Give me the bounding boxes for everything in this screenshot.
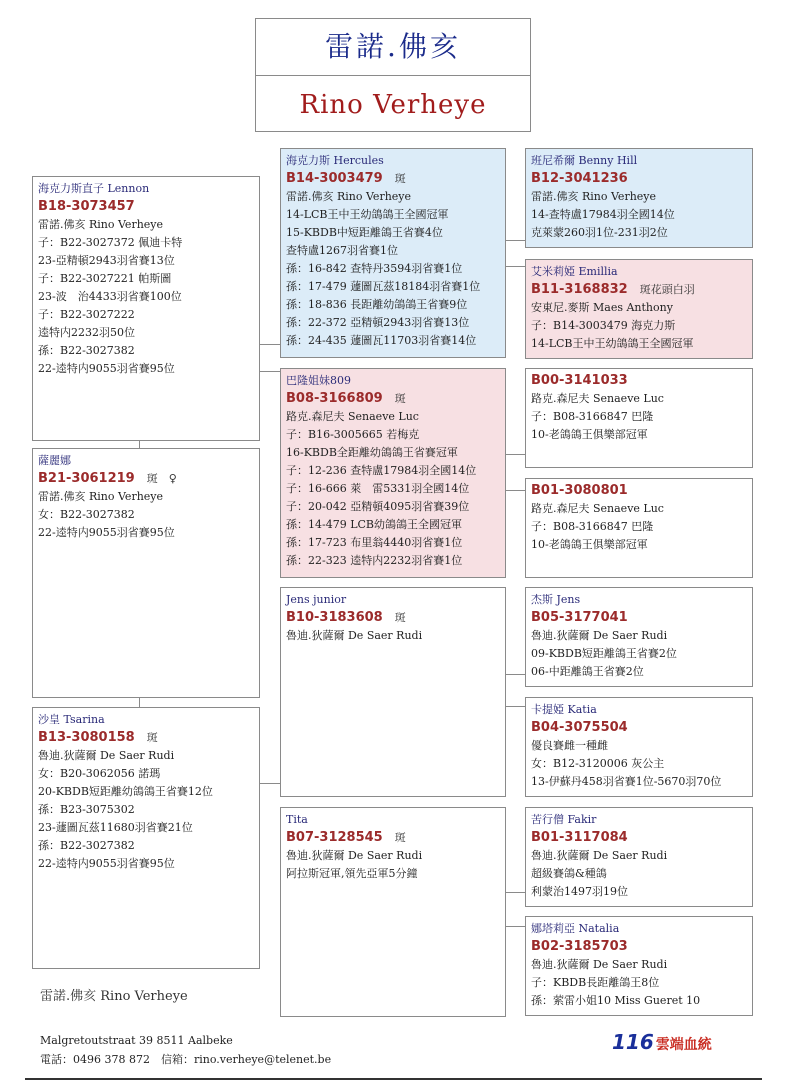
note-line: 孫：B22-3027382	[38, 344, 135, 357]
ring-number: B14-3003479 斑	[286, 171, 406, 186]
bird-notes	[286, 188, 500, 350]
note-line: 22-逵特内9055羽省賽95位	[38, 526, 175, 539]
note-line: 孫：B23-3075302	[38, 803, 135, 816]
bird-name: 杰斯 Jens	[531, 593, 581, 606]
owner-signature: 雷諾.佛亥 Rino Verheye	[40, 989, 188, 1004]
note-line: 子：16-666 萊 雷5331羽全國14位	[286, 482, 470, 495]
dam-sire-card[interactable]	[280, 587, 506, 797]
bird-notes	[531, 390, 747, 444]
note-line: 06-中距離鴿王省賽2位	[531, 665, 644, 678]
ggp-card-2[interactable]	[525, 259, 753, 359]
connector	[139, 698, 140, 707]
note-line: 14-LCB王中王幼鴿鴿王全國冠軍	[531, 337, 694, 350]
bird-name: 海克力斯 Hercules	[286, 154, 384, 167]
note-line: 孫：24-435 蘧圖瓦11703羽省賽14位	[286, 334, 477, 347]
note-line: 孫：17-723 布里翁4440羽省賽1位	[286, 536, 463, 549]
note-line: 利蒙治1497羽19位	[531, 885, 628, 898]
note-line: 孫：16-842 查特丹3594羽省賽1位	[286, 262, 463, 275]
bird-name: 艾米莉婭 Emillia	[531, 265, 618, 278]
bird-notes	[38, 747, 254, 873]
note-line: 孫：17-479 蘧圖瓦茲18184羽省賽1位	[286, 280, 481, 293]
ring-number: B05-3177041	[531, 610, 628, 625]
connector	[506, 266, 525, 267]
bottom-rule	[25, 1078, 762, 1080]
bird-notes	[531, 847, 747, 901]
ring-number: B13-3080158 斑	[38, 730, 158, 745]
ring-number: B18-3073457	[38, 199, 135, 214]
bird-notes	[531, 299, 747, 353]
ring-number: B10-3183608 斑	[286, 610, 406, 625]
bird-notes	[531, 956, 747, 1010]
note-line: 安東尼.麥斯 Maes Anthony	[531, 301, 673, 314]
ring-number: B02-3185703	[531, 939, 628, 954]
ring-number: B12-3041236	[531, 171, 628, 186]
note-line: 女：B22-3027382	[38, 508, 135, 521]
note-line: 雷諾.佛亥 Rino Verheye	[286, 190, 412, 203]
note-line: 子：20-042 亞精頓4095羽省賽39位	[286, 500, 470, 513]
note-line: 魯迪.狄薩爾 De Saer Rudi	[531, 629, 668, 642]
note-line: 子：B22-3027221 帕斯圖	[38, 272, 172, 285]
note-line: 子：B08-3166847 巴隆	[531, 520, 654, 533]
ring-number: B07-3128545 斑	[286, 830, 406, 845]
note-line: 孫：萦雷小姐10 Miss Gueret 10	[531, 994, 701, 1007]
note-line: 20-KBDB短距離幼鴿鴿王省賽12位	[38, 785, 213, 798]
bird-notes	[531, 188, 747, 242]
bird-name: 沙皇 Tsarina	[38, 713, 105, 726]
note-line: 逵特内2232羽50位	[38, 326, 135, 339]
note-line: 孫：B22-3027382	[38, 839, 135, 852]
note-line: 子：B22-3027222	[38, 308, 135, 321]
bird-notes	[38, 216, 254, 378]
note-line: 23-亞精頓2943羽省賽13位	[38, 254, 175, 267]
note-line: 10-老鴿鴿王俱樂部冠軍	[531, 538, 648, 551]
note-line: 魯迪.狄薩爾 De Saer Rudi	[286, 629, 423, 642]
note-line: 魯迪.狄薩爾 De Saer Rudi	[531, 849, 668, 862]
note-line: 路克.森尼夫 Senaeve Luc	[531, 502, 664, 515]
ggp-card-8[interactable]	[525, 916, 753, 1016]
note-line: 孫：18-836 長距離幼鴿鴿王省賽9位	[286, 298, 468, 311]
bird-name: 海克力斯直子 Lennon	[38, 182, 150, 195]
connector	[506, 490, 525, 491]
brand-logo	[612, 1030, 712, 1054]
connector	[506, 926, 525, 927]
connector	[506, 454, 525, 455]
connector	[139, 441, 140, 448]
connector	[506, 240, 525, 241]
note-line: 10-老鴿鴿王俱樂部冠軍	[531, 428, 648, 441]
bird-name: 薩麗娜	[38, 454, 71, 467]
connector	[260, 371, 280, 372]
note-line: 雷諾.佛亥 Rino Verheye	[531, 190, 657, 203]
connector	[260, 783, 280, 784]
dam-dam-card[interactable]	[32, 707, 260, 969]
ggp-card-1[interactable]	[525, 148, 753, 248]
title-block	[255, 18, 531, 132]
sire-dam-card[interactable]	[280, 368, 506, 578]
note-line: 子：B16-3005665 若梅克	[286, 428, 420, 441]
bird-name: Tita	[286, 813, 308, 826]
note-line: 孫：22-323 逵特内2232羽省賽1位	[286, 554, 463, 567]
note-line: 雷諾.佛亥 Rino Verheye	[38, 218, 164, 231]
note-line: 22-逵特内9055羽省賽95位	[38, 857, 175, 870]
ring-number: B01-3080801	[531, 483, 628, 498]
ggp-card-4[interactable]	[525, 478, 753, 578]
note-line: 09-KBDB短距離鴿王省賽2位	[531, 647, 677, 660]
ggp-card-3[interactable]	[525, 368, 753, 468]
note-line: 16-KBDB全距離幼鴿鴿王省賽冠軍	[286, 446, 458, 459]
note-line: 子：KBDB長距離鴿王8位	[531, 976, 660, 989]
note-line: 14-查特盧17984羽全國14位	[531, 208, 675, 221]
note-line: 子：B14-3003479 海克力斯	[531, 319, 676, 332]
bird-notes	[286, 408, 500, 570]
bird-name: 巴隆姐妹809	[286, 374, 351, 387]
owner-name-zh: 雷諾.佛亥	[256, 19, 530, 76]
logo-text: 雲端血統	[655, 1037, 712, 1053]
sire-sire-card[interactable]	[280, 148, 506, 358]
footer-address: Malgretoutstraat 39 8511 Aalbeke	[40, 1034, 233, 1047]
bird-notes	[531, 737, 747, 791]
ggp-card-5[interactable]	[525, 587, 753, 687]
bird-notes	[531, 627, 747, 681]
note-line: 13-伊蘇丹458羽省賽1位-5670羽70位	[531, 775, 722, 788]
note-line: 15-KBDB中短距離鴿王省賽4位	[286, 226, 443, 239]
ggp-card-7[interactable]	[525, 807, 753, 907]
footer-contact: 電話：0496 378 872 信箱：rino.verheye@telenet.be	[40, 1053, 332, 1066]
note-line: 查特盧1267羽省賽1位	[286, 244, 398, 257]
note-line: 雷諾.佛亥 Rino Verheye	[38, 490, 164, 503]
dam-card[interactable]	[32, 448, 260, 698]
bird-notes	[286, 847, 500, 883]
bird-name: 娜塔莉亞 Natalia	[531, 922, 620, 935]
sire-card[interactable]	[32, 176, 260, 441]
ring-number: B04-3075504	[531, 720, 628, 735]
bird-name: 卡提婭 Katia	[531, 703, 597, 716]
bird-name: 班尼希爾 Benny Hill	[531, 154, 638, 167]
note-line: 孫：22-372 亞精頓2943羽省賽13位	[286, 316, 470, 329]
ggp-card-6[interactable]	[525, 697, 753, 797]
note-line: 22-逵特内9055羽省賽95位	[38, 362, 175, 375]
connector	[506, 706, 525, 707]
logo-number: 116	[612, 1030, 654, 1054]
note-line: 魯迪.狄薩爾 De Saer Rudi	[531, 958, 668, 971]
note-line: 超級賽鴿&種鴿	[531, 867, 607, 880]
connector	[506, 674, 525, 675]
note-line: 23-蘧圖瓦茲11680羽省賽21位	[38, 821, 193, 834]
note-line: 女：B20-3062056 諾瑪	[38, 767, 161, 780]
note-line: 14-LCB王中王幼鴿鴿王全國冠軍	[286, 208, 449, 221]
note-line: 孫：14-479 LCB幼鴿鴿王全國冠軍	[286, 518, 463, 531]
owner-name-en: Rino Verheye	[299, 90, 487, 120]
ring-number: B11-3168832 斑花頭白羽	[531, 282, 695, 297]
note-line: 23-波 治4433羽省賽100位	[38, 290, 182, 303]
note-line: 路克.森尼夫 Senaeve Luc	[286, 410, 419, 423]
bird-name: Jens junior	[286, 593, 347, 606]
note-line: 子：B22-3027372 佩迪卡特	[38, 236, 183, 249]
ring-number: B00-3141033	[531, 373, 628, 388]
note-line: 優良賽雌一種雌	[531, 739, 608, 752]
note-line: 子：12-236 查特盧17984羽全國14位	[286, 464, 477, 477]
bird-name: 苦行僧 Fakir	[531, 813, 597, 826]
note-line: 阿拉斯冠軍,領先亞軍5分鐘	[286, 867, 418, 880]
bird-notes	[286, 627, 500, 645]
dam-dam-parent-card[interactable]	[280, 807, 506, 1017]
connector	[506, 892, 525, 893]
note-line: 路克.森尼夫 Senaeve Luc	[531, 392, 664, 405]
bird-notes	[531, 500, 747, 554]
ring-number: B21-3061219 斑 ♀	[38, 471, 177, 486]
note-line: 女：B12-3120006 灰公主	[531, 757, 665, 770]
ring-number: B01-3117084	[531, 830, 628, 845]
ring-number: B08-3166809 斑	[286, 391, 406, 406]
connector	[260, 344, 280, 345]
note-line: 魯迪.狄薩爾 De Saer Rudi	[286, 849, 423, 862]
note-line: 子：B08-3166847 巴隆	[531, 410, 654, 423]
bird-notes	[38, 488, 254, 542]
note-line: 克萊蒙260羽1位-231羽2位	[531, 226, 668, 239]
note-line: 魯迪.狄薩爾 De Saer Rudi	[38, 749, 175, 762]
